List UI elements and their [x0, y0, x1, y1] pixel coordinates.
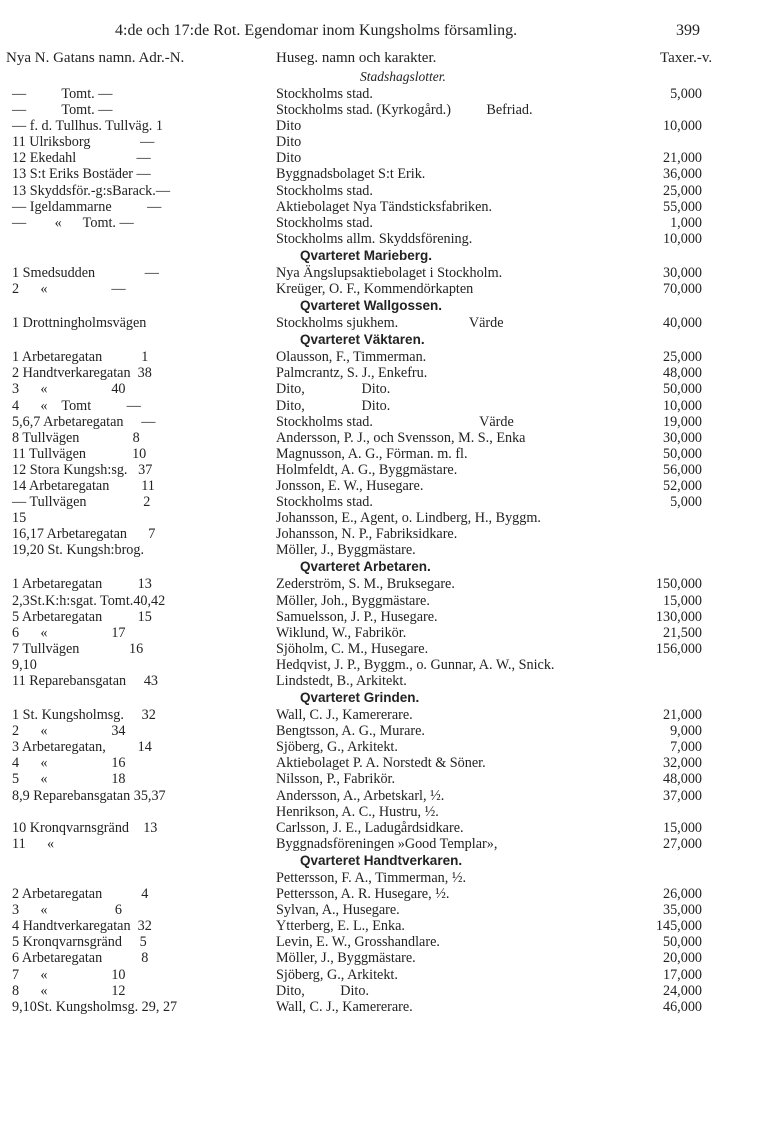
street-address: 8 « 12 [12, 982, 126, 999]
owner-name: Stockholms stad. [276, 214, 373, 231]
register-row [0, 494, 762, 510]
register-row [0, 755, 762, 771]
street-address: 3 « 40 [12, 381, 126, 398]
street-address: 16,17 Arbetaregatan 7 [12, 526, 156, 543]
owner-name: Stockholms sjukhem. Värde [276, 315, 504, 332]
owner-name: Dito, Dito. [276, 982, 370, 999]
section-heading [0, 331, 762, 349]
owner-name: Möller, J., Byggmästare. [276, 542, 416, 559]
register-row [0, 150, 762, 166]
tax-value: 37,000 [662, 787, 702, 804]
street-address: 1 Arbetaregatan 13 [12, 576, 152, 593]
register-row [0, 414, 762, 430]
owner-name: Carlsson, J. E., Ladugårdsidkare. [276, 819, 464, 836]
register-row [0, 902, 762, 918]
tax-value: 56,000 [662, 461, 702, 478]
page-title: 4:de och 17:de Rot. Egendomar inom Kungsholms församling. [115, 22, 518, 39]
tax-value: 10,000 [662, 230, 702, 247]
street-address: 2,3St.K:h:sgat. Tomt.40,42 [12, 592, 166, 609]
owner-name: Zederström, S. M., Bruksegare. [276, 576, 455, 593]
owner-name: Hedqvist, J. P., Byggm., o. Gunnar, A. W., Snick. [276, 656, 555, 673]
tax-value: 25,000 [662, 182, 702, 199]
street-address: — Tomt. — [12, 102, 113, 119]
tax-value: 26,000 [662, 886, 702, 903]
street-address: 14 Arbetaregatan 11 [12, 477, 155, 494]
column-header-street: Nya N. Gatans namn. Adr.-N. [6, 50, 185, 66]
owner-name: Byggnadsföreningen »Good Templar», [276, 835, 498, 852]
section-heading [0, 558, 762, 576]
section-title: Stadshagslotter. [360, 69, 446, 84]
tax-value: 150,000 [655, 576, 702, 593]
owner-name: Wiklund, W., Fabrikör. [276, 624, 407, 641]
tax-value: 15,000 [662, 592, 702, 609]
register-row [0, 183, 762, 199]
section-title: Qvarteret Handtverkaren. [300, 852, 463, 868]
street-address: 1 Arbetaregatan 1 [12, 349, 149, 366]
owner-name: Andersson, P. J., och Svensson, M. S., Enka [276, 429, 526, 446]
owner-name: Stockholms stad. [276, 494, 373, 511]
owner-name: Pettersson, F. A., Timmerman, ½. [276, 869, 467, 886]
register-row [0, 771, 762, 787]
street-address: 2 Handtverkaregatan 38 [12, 365, 152, 382]
register-row [0, 886, 762, 902]
tax-value: 21,000 [662, 150, 702, 167]
register-row [0, 118, 762, 134]
tax-value: 48,000 [662, 365, 702, 382]
owner-name: Sjöberg, G., Arkitekt. [276, 739, 398, 756]
register-row [0, 983, 762, 999]
register-row [0, 788, 762, 804]
property-register [0, 68, 762, 1015]
owner-name: Sjöberg, G., Arkitekt. [276, 966, 398, 983]
section-title: Qvarteret Wallgossen. [300, 298, 443, 314]
owner-name: Ytterberg, E. L., Enka. [276, 918, 405, 935]
register-row [0, 265, 762, 281]
owner-name: Nilsson, P., Fabrikör. [276, 771, 396, 788]
register-row [0, 609, 762, 625]
owner-name: Lindstedt, B., Arkitekt. [276, 673, 407, 689]
section-heading [0, 852, 762, 870]
register-row [0, 462, 762, 478]
register-row [0, 820, 762, 836]
owner-name: Sjöholm, C. M., Husegare. [276, 640, 429, 657]
street-address: 6 « 17 [12, 624, 126, 641]
column-header-owner: Huseg. namn och karakter. [276, 50, 437, 66]
register-row [0, 723, 762, 739]
tax-value: 145,000 [655, 918, 702, 935]
street-address: 2 « 34 [12, 723, 126, 740]
street-address: 8,9 Reparebansgatan 35,37 [12, 787, 166, 804]
street-address: 6 Arbetaregatan 8 [12, 950, 149, 967]
street-address: 5 « 18 [12, 771, 126, 788]
tax-value: 1,000 [670, 214, 702, 231]
owner-name: Stockholms stad. [276, 182, 373, 199]
tax-value: 52,000 [662, 477, 702, 494]
register-row [0, 739, 762, 755]
owner-name: Dito [276, 118, 302, 135]
page-number: 399 [676, 22, 700, 39]
owner-name: Dito [276, 150, 302, 167]
register-row [0, 526, 762, 542]
tax-value: 5,000 [670, 494, 702, 511]
owner-name: Pettersson, A. R. Husegare, ½. [276, 886, 450, 903]
street-address: 2 « — [12, 281, 126, 298]
owner-name: Johansson, E., Agent, o. Lindberg, H., Byggm. [276, 510, 541, 527]
owner-name: Wall, C. J., Kamererare. [276, 707, 413, 724]
tax-value: 27,000 [662, 835, 702, 852]
owner-name: Bengtsson, A. G., Murare. [276, 723, 425, 740]
section-title: Qvarteret Grinden. [300, 690, 420, 706]
owner-name: Stockholms allm. Skyddsförening. [276, 230, 473, 247]
street-address: 11 Reparebansgatan 43 [12, 673, 159, 689]
street-address: 3 Arbetaregatan, 14 [12, 739, 152, 756]
tax-value: 30,000 [662, 264, 702, 281]
tax-value: 36,000 [662, 166, 702, 183]
street-address: 13 S:t Eriks Bostäder — [12, 166, 151, 183]
street-address: — Tomt. — [12, 86, 113, 102]
street-address: 5,6,7 Arbetaregatan — [12, 413, 156, 430]
owner-name: Aktiebolaget Nya Tändsticksfabriken. [276, 198, 493, 215]
tax-value: 21,500 [662, 624, 702, 641]
street-address: 8 Tullvägen 8 [12, 429, 140, 446]
tax-value: 130,000 [655, 608, 702, 625]
tax-value: 24,000 [662, 982, 702, 999]
register-row [0, 281, 762, 297]
register-row [0, 657, 762, 673]
tax-value: 20,000 [662, 950, 702, 967]
street-address: 4 Handtverkaregatan 32 [12, 918, 152, 935]
register-row [0, 934, 762, 950]
street-address: 1 Smedsudden — [12, 264, 159, 281]
tax-value: 21,000 [662, 707, 702, 724]
street-address: 19,20 St. Kungsh:brog. [12, 542, 145, 559]
running-header [0, 22, 762, 44]
owner-name: Sylvan, A., Husegare. [276, 902, 400, 919]
section-title: Qvarteret Marieberg. [300, 247, 433, 263]
tax-value: 46,000 [662, 998, 702, 1015]
register-row [0, 641, 762, 657]
register-row [0, 510, 762, 526]
street-address: 9,10St. Kungsholmsg. 29, 27 [12, 998, 178, 1015]
tax-value: 55,000 [662, 198, 702, 215]
register-row [0, 231, 762, 247]
tax-value: 32,000 [662, 755, 702, 772]
register-row [0, 576, 762, 592]
section-heading [0, 297, 762, 315]
owner-name: Stockholms stad. Värde [276, 413, 514, 430]
section-title: Qvarteret Arbetaren. [300, 559, 431, 575]
column-header-tax: Taxer.-v. [660, 50, 713, 66]
register-row [0, 918, 762, 934]
owner-name: Stockholms stad. [276, 86, 373, 102]
owner-name: Möller, J., Byggmästare. [276, 950, 416, 967]
street-address: — Igeldammarne — [12, 198, 162, 215]
tax-value: 50,000 [662, 381, 702, 398]
owner-name: Henrikson, A. C., Hustru, ½. [276, 803, 439, 820]
owner-name: Dito, Dito. [276, 397, 391, 414]
tax-value: 35,000 [662, 902, 702, 919]
owner-name: Levin, E. W., Grosshandlare. [276, 934, 440, 951]
tax-value: 10,000 [662, 397, 702, 414]
owner-name: Dito, Dito. [276, 381, 391, 398]
owner-name: Jonsson, E. W., Husegare. [276, 477, 424, 494]
street-address: — Tullvägen 2 [12, 494, 151, 511]
register-row [0, 134, 762, 150]
section-heading [0, 247, 762, 265]
register-row [0, 836, 762, 852]
register-row [0, 593, 762, 609]
tax-value: 156,000 [655, 640, 702, 657]
register-row [0, 102, 762, 118]
section-title: Qvarteret Väktaren. [300, 332, 425, 348]
street-address: 13 Skyddsför.-g:sBarack.— [12, 182, 171, 199]
register-row [0, 398, 762, 414]
owner-name: Kreüger, O. F., Kommendörkapten [276, 281, 474, 298]
tax-value: 40,000 [662, 315, 702, 332]
register-row [0, 950, 762, 966]
owner-name: Stockholms stad. (Kyrkogård.) Befriad. [276, 102, 533, 119]
street-address: 1 St. Kungsholmsg. 32 [12, 707, 156, 724]
tax-value: 7,000 [670, 739, 702, 756]
street-address: 15 [12, 510, 27, 527]
street-address: — f. d. Tullhus. Tullväg. 1 [12, 118, 163, 135]
register-row [0, 478, 762, 494]
tax-value: 48,000 [662, 771, 702, 788]
tax-value: 15,000 [662, 819, 702, 836]
tax-value: 19,000 [662, 413, 702, 430]
section-heading [0, 68, 762, 86]
tax-value: 30,000 [662, 429, 702, 446]
owner-name: Möller, Joh., Byggmästare. [276, 592, 430, 609]
street-address: 3 « 6 [12, 902, 122, 919]
tax-value: 25,000 [662, 349, 702, 366]
street-address: 2 Arbetaregatan 4 [12, 886, 149, 903]
owner-name: Nya Ängslupsaktiebolaget i Stockholm. [276, 264, 503, 281]
register-row [0, 999, 762, 1015]
register-row [0, 166, 762, 182]
register-row [0, 804, 762, 820]
register-row [0, 625, 762, 641]
owner-name: Samuelsson, J. P., Husegare. [276, 608, 438, 625]
register-row [0, 365, 762, 381]
register-row [0, 199, 762, 215]
street-address: 5 Kronqvarnsgränd 5 [12, 934, 147, 951]
owner-name: Johansson, N. P., Fabriksidkare. [276, 526, 458, 543]
street-address: — « Tomt. — [12, 214, 134, 231]
owner-name: Aktiebolaget P. A. Norstedt & Söner. [276, 755, 486, 772]
register-row [0, 446, 762, 462]
street-address: 7 « 10 [12, 966, 126, 983]
street-address: 4 « 16 [12, 755, 126, 772]
tax-value: 10,000 [662, 118, 702, 135]
tax-value: 5,000 [670, 86, 702, 102]
owner-name: Holmfeldt, A. G., Byggmästare. [276, 461, 458, 478]
street-address: 5 Arbetaregatan 15 [12, 608, 152, 625]
owner-name: Andersson, A., Arbetskarl, ½. [276, 787, 445, 804]
register-row [0, 381, 762, 397]
street-address: 11 Ulriksborg — [12, 134, 155, 151]
owner-name: Wall, C. J., Kamererare. [276, 998, 413, 1015]
register-row [0, 967, 762, 983]
owner-name: Byggnadsbolaget S:t Erik. [276, 166, 426, 183]
register-row [0, 86, 762, 102]
street-address: 1 Drottningholmsvägen [12, 315, 147, 332]
register-row [0, 315, 762, 331]
tax-value: 50,000 [662, 934, 702, 951]
owner-name: Olausson, F., Timmerman. [276, 349, 427, 366]
register-row [0, 430, 762, 446]
register-row [0, 215, 762, 231]
street-address: 7 Tullvägen 16 [12, 640, 144, 657]
street-address: 10 Kronqvarnsgränd 13 [12, 819, 158, 836]
street-address: 11 « [12, 835, 55, 852]
register-row [0, 707, 762, 723]
tax-value: 50,000 [662, 445, 702, 462]
tax-value: 17,000 [662, 966, 702, 983]
register-row [0, 673, 762, 689]
tax-value: 70,000 [662, 281, 702, 298]
register-row [0, 870, 762, 886]
street-address: 9,10 [12, 656, 37, 673]
street-address: 4 « Tomt — [12, 397, 141, 414]
tax-value: 9,000 [670, 723, 702, 740]
street-address: 12 Stora Kungsh:sg. 37 [12, 461, 153, 478]
register-row [0, 349, 762, 365]
owner-name: Palmcrantz, S. J., Enkefru. [276, 365, 428, 382]
owner-name: Magnusson, A. G., Förman. m. fl. [276, 445, 468, 462]
street-address: 11 Tullvägen 10 [12, 445, 147, 462]
street-address: 12 Ekedahl — [12, 150, 151, 167]
register-row [0, 542, 762, 558]
section-heading [0, 689, 762, 707]
owner-name: Dito [276, 134, 302, 151]
